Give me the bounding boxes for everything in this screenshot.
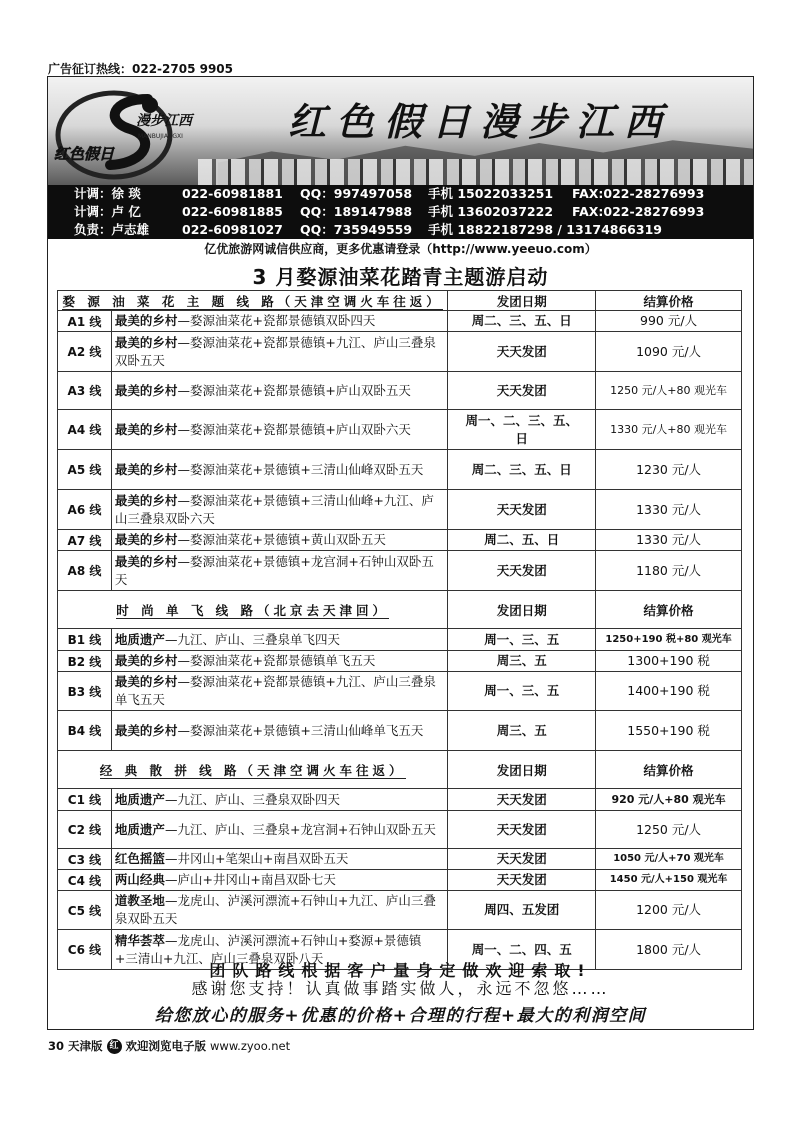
route-price: 1200 元/人	[596, 891, 742, 930]
table-row	[58, 311, 742, 332]
route-price: 990 元/人	[596, 311, 742, 332]
section-header-row	[58, 591, 742, 629]
contact-fax: FAX:022-28276993	[572, 204, 705, 219]
route-dates: 天天发团	[448, 372, 596, 410]
table-row	[58, 551, 742, 591]
route-code: A4 线	[58, 410, 112, 450]
section-header-row	[58, 291, 742, 311]
contact-mobile: 手机 13602037222	[428, 204, 554, 219]
contact-role: 负责：卢志雄	[74, 222, 150, 237]
page-number: 30 天津版	[48, 1039, 103, 1053]
route-code: A8 线	[58, 551, 112, 591]
table-row	[58, 490, 742, 530]
route-desc: 最美的乡村—婺源油菜花+瓷都景德镇+九江、庐山三叠泉单飞五天	[111, 672, 447, 711]
contact-mobile: 手机 18822187298 / 13174866319	[428, 222, 662, 237]
team-note: 团队路线根据客户量身定做欢迎索取!	[209, 961, 592, 980]
route-dates: 周二、五、日	[448, 530, 596, 551]
contact-qq: QQ：189147988	[300, 204, 413, 219]
route-price: 1450 元/人+150 观光车	[596, 870, 742, 891]
route-dates: 周二、三、五、日	[448, 311, 596, 332]
route-code: C2 线	[58, 811, 112, 849]
table-row	[58, 372, 742, 410]
route-price: 1250+190 税+80 观光车	[596, 629, 742, 651]
banner-title: 红色假日漫步江西	[288, 99, 673, 144]
route-desc: 两山经典—庐山+井冈山+南昌双卧七天	[111, 870, 447, 891]
contact-bar	[48, 185, 753, 239]
route-desc: 最美的乡村—婺源油菜花+景德镇+龙宫洞+石钟山双卧五天	[111, 551, 447, 591]
table-row	[58, 530, 742, 551]
table-row	[58, 811, 742, 849]
table-row	[58, 789, 742, 811]
price-header: 结算价格	[596, 591, 742, 629]
route-table	[57, 290, 742, 970]
route-price: 1330 元/人+80 观光车	[596, 410, 742, 450]
route-desc: 地质遗产—九江、庐山、三叠泉+龙宫洞+石钟山双卧五天	[111, 811, 447, 849]
route-dates: 周一、二、四、五	[448, 930, 596, 970]
route-dates: 天天发团	[448, 789, 596, 811]
date-header: 发团日期	[448, 751, 596, 789]
date-header: 发团日期	[448, 291, 596, 311]
route-dates: 周四、五发团	[448, 891, 596, 930]
route-code: C6 线	[58, 930, 112, 970]
contact-role: 计调：徐 琰	[74, 186, 141, 201]
red-badge-icon: 红	[107, 1039, 122, 1054]
contact-row	[48, 185, 753, 203]
route-price: 1230 元/人	[596, 450, 742, 490]
contact-tel: 022-60981885	[182, 204, 283, 219]
route-price: 1090 元/人	[596, 332, 742, 372]
footer-note: 欢迎浏览电子版	[125, 1039, 207, 1053]
table-row	[58, 711, 742, 751]
banner	[48, 77, 753, 185]
route-desc: 最美的乡村—婺源油菜花+景德镇+三清山仙峰+九江、庐山三叠泉双卧六天	[111, 490, 447, 530]
supplier-note: 亿优旅游网诚信供应商，更多优惠请登录（http://www.yeeuo.com）	[204, 242, 597, 256]
route-desc: 最美的乡村—婺源油菜花+瓷都景德镇单飞五天	[111, 651, 447, 672]
contact-qq: QQ：735949559	[300, 222, 413, 237]
route-code: A1 线	[58, 311, 112, 332]
route-dates: 天天发团	[448, 332, 596, 372]
logo-text-top: 漫步江西	[136, 113, 192, 129]
route-price: 1400+190 税	[596, 672, 742, 711]
route-price: 1050 元/人+70 观光车	[596, 849, 742, 870]
route-dates: 天天发团	[448, 551, 596, 591]
table-row	[58, 629, 742, 651]
table-row	[58, 870, 742, 891]
route-dates: 天天发团	[448, 849, 596, 870]
route-code: A2 线	[58, 332, 112, 372]
route-code: B3 线	[58, 672, 112, 711]
route-price: 1250 元/人+80 观光车	[596, 372, 742, 410]
route-desc: 最美的乡村—婺源油菜花+景德镇+三清山仙峰双卧五天	[111, 450, 447, 490]
route-dates: 周三、五	[448, 651, 596, 672]
table-row	[58, 672, 742, 711]
page-footer	[48, 1038, 290, 1054]
route-price: 1330 元/人	[596, 490, 742, 530]
section-title: 时 尚 单 飞 线 路（北京去天津回）	[58, 591, 448, 629]
table-row	[58, 332, 742, 372]
route-desc: 最美的乡村—婺源油菜花+景德镇+黄山双卧五天	[111, 530, 447, 551]
contact-mobile: 手机 15022033251	[428, 186, 554, 201]
section-title: 婺 源 油 菜 花 主 题 线 路（天津空调火车往返）	[58, 291, 448, 311]
route-price: 920 元/人+80 观光车	[596, 789, 742, 811]
route-dates: 周一、二、三、五、日	[448, 410, 596, 450]
route-code: A7 线	[58, 530, 112, 551]
contact-tel: 022-60981027	[182, 222, 283, 237]
route-desc: 道教圣地—龙虎山、泸溪河漂流+石钟山+九江、庐山三叠泉双卧五天	[111, 891, 447, 930]
route-dates: 天天发团	[448, 490, 596, 530]
route-dates: 天天发团	[448, 811, 596, 849]
thanks-note: 感谢您支持！认真做事踏实做人，永远不忽悠……	[191, 979, 610, 998]
route-dates: 天天发团	[448, 870, 596, 891]
route-desc: 最美的乡村—婺源油菜花+瓷都景德镇+九江、庐山三叠泉双卧五天	[111, 332, 447, 372]
table-row	[58, 891, 742, 930]
table-row	[58, 450, 742, 490]
contact-fax: FAX:022-28276993	[572, 186, 705, 201]
route-code: C3 线	[58, 849, 112, 870]
contact-row	[48, 203, 753, 221]
banner-village	[198, 159, 753, 185]
route-code: A6 线	[58, 490, 112, 530]
route-desc: 地质遗产—九江、庐山、三叠泉单飞四天	[111, 629, 447, 651]
route-price: 1800 元/人	[596, 930, 742, 970]
contact-role: 计调：卢 亿	[74, 204, 141, 219]
section-title: 经 典 散 拼 线 路（天津空调火车往返）	[58, 751, 448, 789]
contact-row	[48, 221, 753, 239]
route-desc: 红色摇篮—井冈山+笔架山+南昌双卧五天	[111, 849, 447, 870]
route-desc: 最美的乡村—婺源油菜花+瓷都景德镇+庐山双卧五天	[111, 372, 447, 410]
route-desc: 最美的乡村—婺源油菜花+瓷都景德镇+庐山双卧六天	[111, 410, 447, 450]
logo-text-bottom: 红色假日	[54, 145, 115, 163]
ad-hotline: 广告征订热线：022-2705 9905	[48, 62, 234, 76]
price-header: 结算价格	[596, 751, 742, 789]
contact-qq: QQ：997497058	[300, 186, 413, 201]
footer-url[interactable]: www.zyoo.net	[210, 1039, 291, 1053]
route-dates: 周三、五	[448, 711, 596, 751]
table-row	[58, 849, 742, 870]
route-code: A5 线	[58, 450, 112, 490]
route-dates: 周二、三、五、日	[448, 450, 596, 490]
logo-text-pinyin: MANBUJIANGXI	[138, 133, 183, 140]
contact-tel: 022-60981881	[182, 186, 283, 201]
route-code: B4 线	[58, 711, 112, 751]
table-row	[58, 410, 742, 450]
main-title: 3 月婺源油菜花踏青主题游启动	[252, 265, 549, 289]
route-desc: 最美的乡村—婺源油菜花+瓷都景德镇双卧四天	[111, 311, 447, 332]
route-desc: 精华荟萃—龙虎山、泸溪河漂流+石钟山+婺源+景德镇+三清山+九江、庐山三叠泉双卧八天	[111, 930, 447, 970]
logo-icon	[52, 81, 212, 181]
route-price: 1180 元/人	[596, 551, 742, 591]
route-code: C4 线	[58, 870, 112, 891]
route-price: 1330 元/人	[596, 530, 742, 551]
route-code: C1 线	[58, 789, 112, 811]
date-header: 发团日期	[448, 591, 596, 629]
route-dates: 周一、三、五	[448, 629, 596, 651]
section-header-row	[58, 751, 742, 789]
route-desc: 地质遗产—九江、庐山、三叠泉双卧四天	[111, 789, 447, 811]
table-row	[58, 651, 742, 672]
route-price: 1250 元/人	[596, 811, 742, 849]
route-dates: 周一、三、五	[448, 672, 596, 711]
price-header: 结算价格	[596, 291, 742, 311]
route-code: B2 线	[58, 651, 112, 672]
route-price: 1300+190 税	[596, 651, 742, 672]
route-code: A3 线	[58, 372, 112, 410]
route-code: B1 线	[58, 629, 112, 651]
slogan: 给您放心的服务+优惠的价格+合理的行程+最大的利润空间	[154, 1006, 647, 1026]
route-code: C5 线	[58, 891, 112, 930]
route-desc: 最美的乡村—婺源油菜花+景德镇+三清山仙峰单飞五天	[111, 711, 447, 751]
route-price: 1550+190 税	[596, 711, 742, 751]
